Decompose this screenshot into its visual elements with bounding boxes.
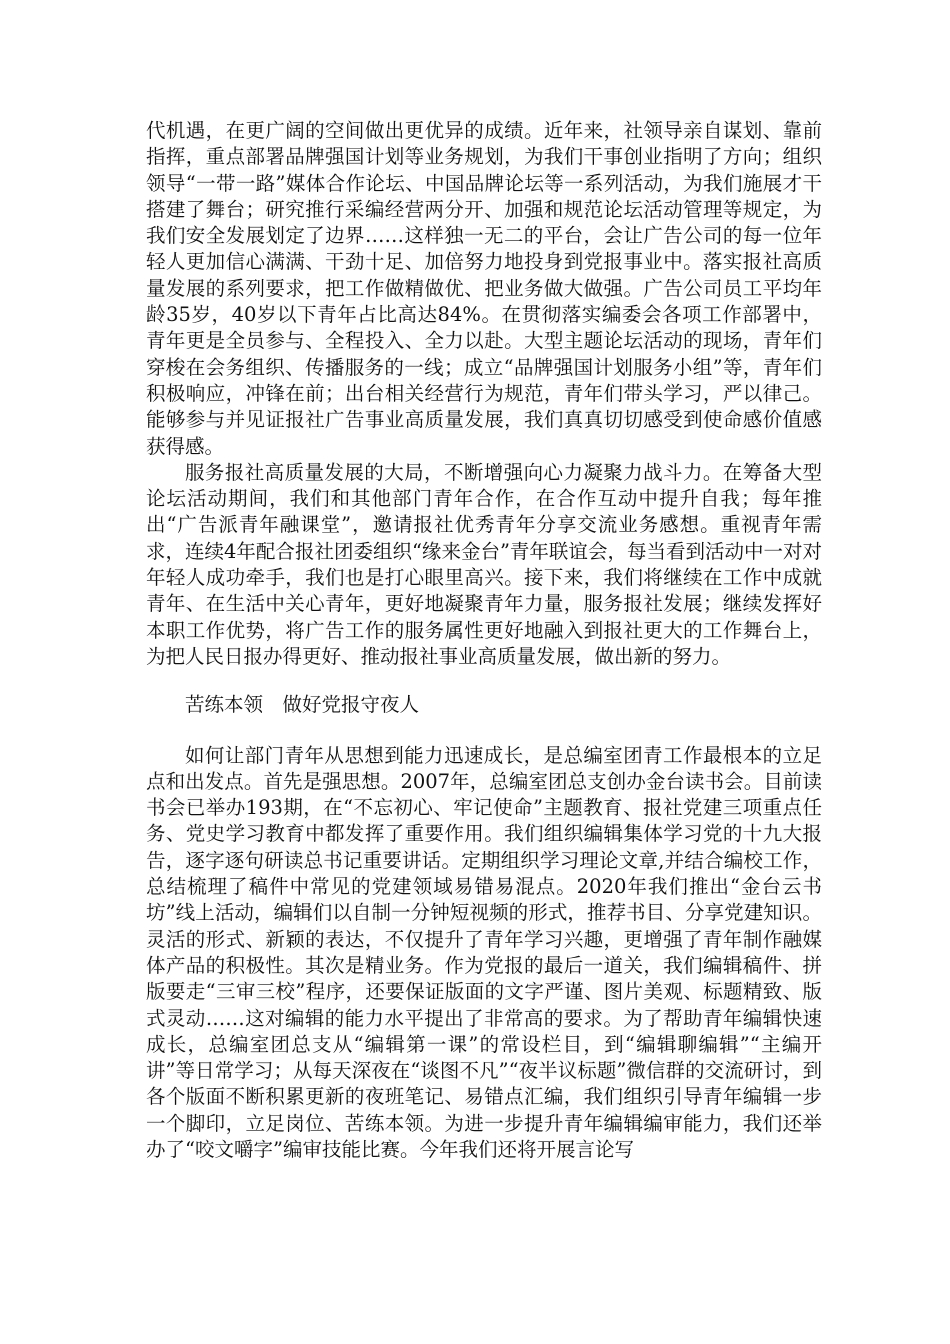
body-paragraph-3: 如何让部门青年从思想到能力迅速成长，是总编室团青工作最根本的立足点和出发点。首先是强思想。2007年，总编室团总支创办金台读书会。目前读书会已举办193期，在“不忘初心、牢记使命”主题教育、报社党建三项重点任务、党史学习教育中都发挥了重要作用。我们组织编辑集体学习党的十九大报告，逐字逐句研读总书记重要讲话。定期组织学习理论文章,并结合编校工作，总结梳理了稿件中常见的党建领域易错易混点。2020年我们推出“金台云书坊”线上活动，编辑们以自制一分钟短视频的形式，推荐书目、分享党建知识。灵活的形式、新颖的表达，不仅提升了青年学习兴趣，更增强了青年制作融媒体产品的积极性。其次是精业务。作为党报的最后一道关，我们编辑稿件、拼版要走“三审三校”程序，还要保证版面的文字严谨、图片美观、标题精致、版式灵动……这对编辑的能力水平提出了非常高的要求。为了帮助青年编辑快速成长，总编室团总支从“编辑第一课”的常设栏目，到“编辑聊编辑”“主编开讲”等日常学习；从每天深夜在“谈图不凡”“夜半议标题”微信群的交流研讨，到各个版面不断积累更新的夜班笔记、易错点汇编，我们组织引导青年编辑一步一个脚印，立足岗位、苦练本领。为进一步提升青年编辑编审能力，我们还举办了“咬文嚼字”编审技能比赛。今年我们还将开展言论写 (146, 743, 822, 1161)
body-paragraph-1: 代机遇，在更广阔的空间做出更优异的成绩。近年来，社领导亲自谋划、靠前指挥，重点部署品牌强国计划等业务规划，为我们干事创业指明了方向；组织领导“一带一路”媒体合作论坛、中国品牌论坛等一系列活动，为我们施展才干搭建了舞台；研究推行采编经营两分开、加强和规范论坛活动管理等规定，为我们安全发展划定了边界……这样独一无二的平台，会让广告公司的每一位年轻人更加信心满满、干劲十足、加倍努力地投身到党报事业中。落实报社高质量发展的系列要求，把工作做精做优、把业务做大做强。广告公司员工平均年龄35岁，40岁以下青年占比高达84%。在贯彻落实编委会各项工作部署中，青年更是全员参与、全程投入、全力以赴。大型主题论坛活动的现场，青年们穿梭在会务组织、传播服务的一线；成立“品牌强国计划服务小组”等，青年们积极响应，冲锋在前；出台相关经营行为规范，青年们带头学习，严以律己。能够参与并见证报社广告事业高质量发展，我们真真切切感受到使命感价值感获得感。 (146, 119, 822, 458)
document-page (146, 118, 822, 1163)
section-heading: 苦练本领 做好党报守夜人 (185, 693, 420, 717)
body-paragraph-2: 服务报社高质量发展的大局，不断增强向心力凝聚力战斗力。在筹备大型论坛活动期间，我们和其他部门青年合作，在合作互动中提升自我；每年推出“广告派青年融课堂”，邀请报社优秀青年分享交流业务感想。重视青年需求，连续4年配合报社团委组织“缘来金台”青年联谊会，每当看到活动中一对对年轻人成功牵手，我们也是打心眼里高兴。接下来，我们将继续在工作中成就青年、在生活中关心青年，更好地凝聚青年力量，服务报社发展；继续发挥好本职工作优势，将广告工作的服务属性更好地融入到报社更大的工作舞台上，为把人民日报办得更好、推动报社事业高质量发展，做出新的努力。 (146, 460, 822, 668)
